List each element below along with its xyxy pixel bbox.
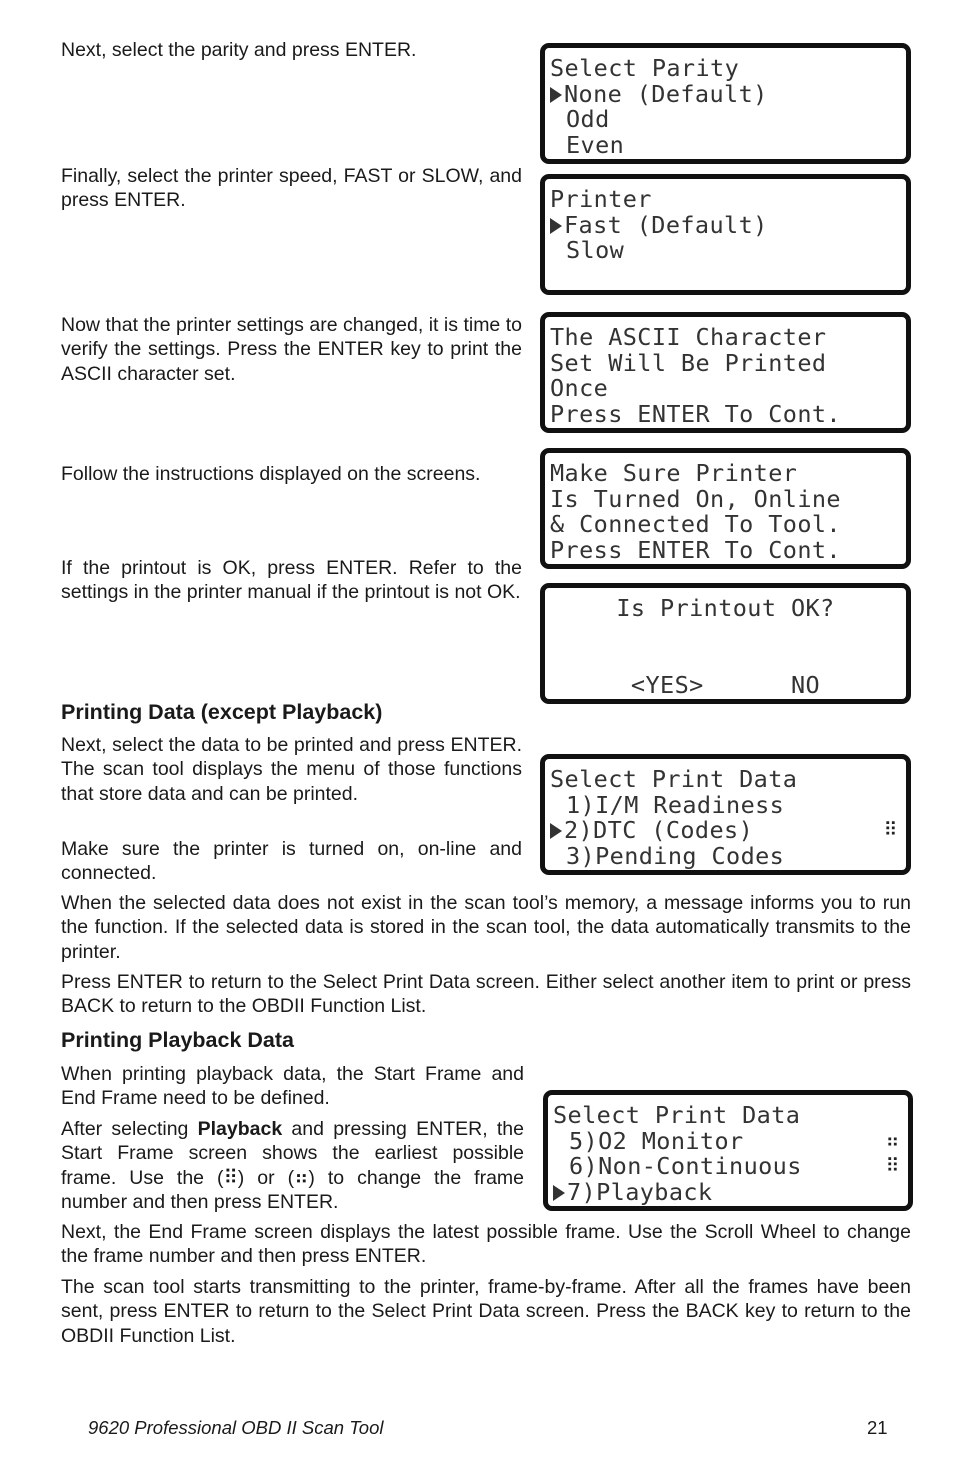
lcd-selected-item: None (Default) — [545, 81, 906, 107]
lcd-selected-item: 2)DTC (Codes) ⠿ — [545, 817, 906, 843]
scroll-down-icon: ⠿ — [885, 1155, 900, 1177]
follow-instructions: Follow the instructions displayed on the screens. — [61, 463, 481, 485]
lcd-select-print-data — [540, 754, 911, 875]
lcd-printout-ok — [540, 583, 911, 704]
lcd-title: Select Parity — [550, 54, 740, 82]
lcd-ascii-character: The ASCII Character Set Will Be Printed Once Press ENTER To Cont. — [540, 312, 911, 433]
lcd-printer-speed — [540, 174, 911, 295]
section-heading-printing-data: Printing Data (except Playback) — [61, 700, 383, 724]
lcd-title: Printer — [550, 185, 652, 213]
lcd-selected-item: Fast (Default) — [545, 212, 906, 238]
end-frame-paragraph: Next, the End Frame screen displays the latest possible frame. Use the Scroll Wheel to change the frame number and then press ENTER. — [61, 1221, 911, 1268]
footer-title: 9620 Professional OBD II Scan Tool — [88, 1417, 384, 1438]
lcd-question: Is Printout OK? — [616, 594, 835, 622]
printout-ok-instruction: If the printout is OK, press ENTER. Refer to the settings in the printer manual if the printout is not OK. — [61, 557, 522, 604]
page-number: 21 — [867, 1417, 888, 1438]
select-data-instruction: Next, select the data to be printed and press ENTER. The scan tool displays the menu of those functions that store data and can be printed. — [61, 734, 522, 805]
lcd-yes-no-options: <YES> NO — [630, 671, 821, 699]
playback-frames-paragraph: When printing playback data, the Start Frame and End Frame need to be defined. — [61, 1063, 524, 1110]
lcd-title: Select Print Data — [553, 1101, 801, 1129]
lcd-make-sure-printer: Make Sure Printer Is Turned On, Online & Connected To Tool. Press ENTER To Cont. — [540, 448, 911, 569]
section-heading-printing-playback: Printing Playback Data — [61, 1028, 294, 1052]
lcd-item: Slow — [566, 236, 625, 264]
lcd-item: Even — [566, 131, 625, 159]
playback-select-paragraph: After selecting Playback and pressing ENTER, the Start Frame screen shows the earliest possible frame. Use the (⠿) or (⠶) to change the frame number and then press ENTER. — [61, 1118, 524, 1213]
lcd-select-parity — [540, 43, 911, 164]
lcd-item: Odd — [566, 105, 610, 133]
lcd-selected-item: 7)Playback — [548, 1179, 908, 1205]
lcd-item: 3)Pending Codes — [566, 842, 785, 870]
data-not-exist-paragraph: When the selected data does not exist in the scan tool’s memory, a message informs you to run the function. If the selected data is stored in the scan tool, the data automatically transmits to the printer. — [61, 892, 911, 963]
return-instruction: Press ENTER to return to the Select Print Data screen. Either select another item to print or press BACK to return to the OBDII Function List. — [61, 971, 911, 1018]
lcd-item: 5)O2 Monitor ⠶ — [569, 1127, 900, 1155]
lcd-title: Select Print Data — [550, 765, 798, 793]
lcd-select-print-data-playback — [543, 1090, 913, 1211]
printer-on-instruction: Make sure the printer is turned on, on-line and connected. — [61, 838, 522, 885]
lcd-item: 1)I/M Readiness — [566, 791, 785, 819]
transmit-paragraph: The scan tool starts transmitting to the printer, frame-by-frame. After all the frames have been sent, press ENTER to return to the Select Print Data screen. Press the BACK key to return to the OBDII Function List. — [61, 1276, 911, 1347]
scroll-up-icon: ⠶ — [885, 1130, 900, 1152]
parity-instruction: Next, select the parity and press ENTER. — [61, 39, 417, 61]
verify-settings-instruction: Now that the printer settings are changed, it is time to verify the settings. Press the ENTER key to print the ASCII character set. — [61, 314, 522, 385]
lcd-item: 6)Non-Continuous ⠿ — [569, 1152, 900, 1180]
printer-speed-instruction: Finally, select the printer speed, FAST or SLOW, and press ENTER. — [61, 165, 522, 212]
scroll-down-icon: ⠿ — [883, 819, 898, 841]
